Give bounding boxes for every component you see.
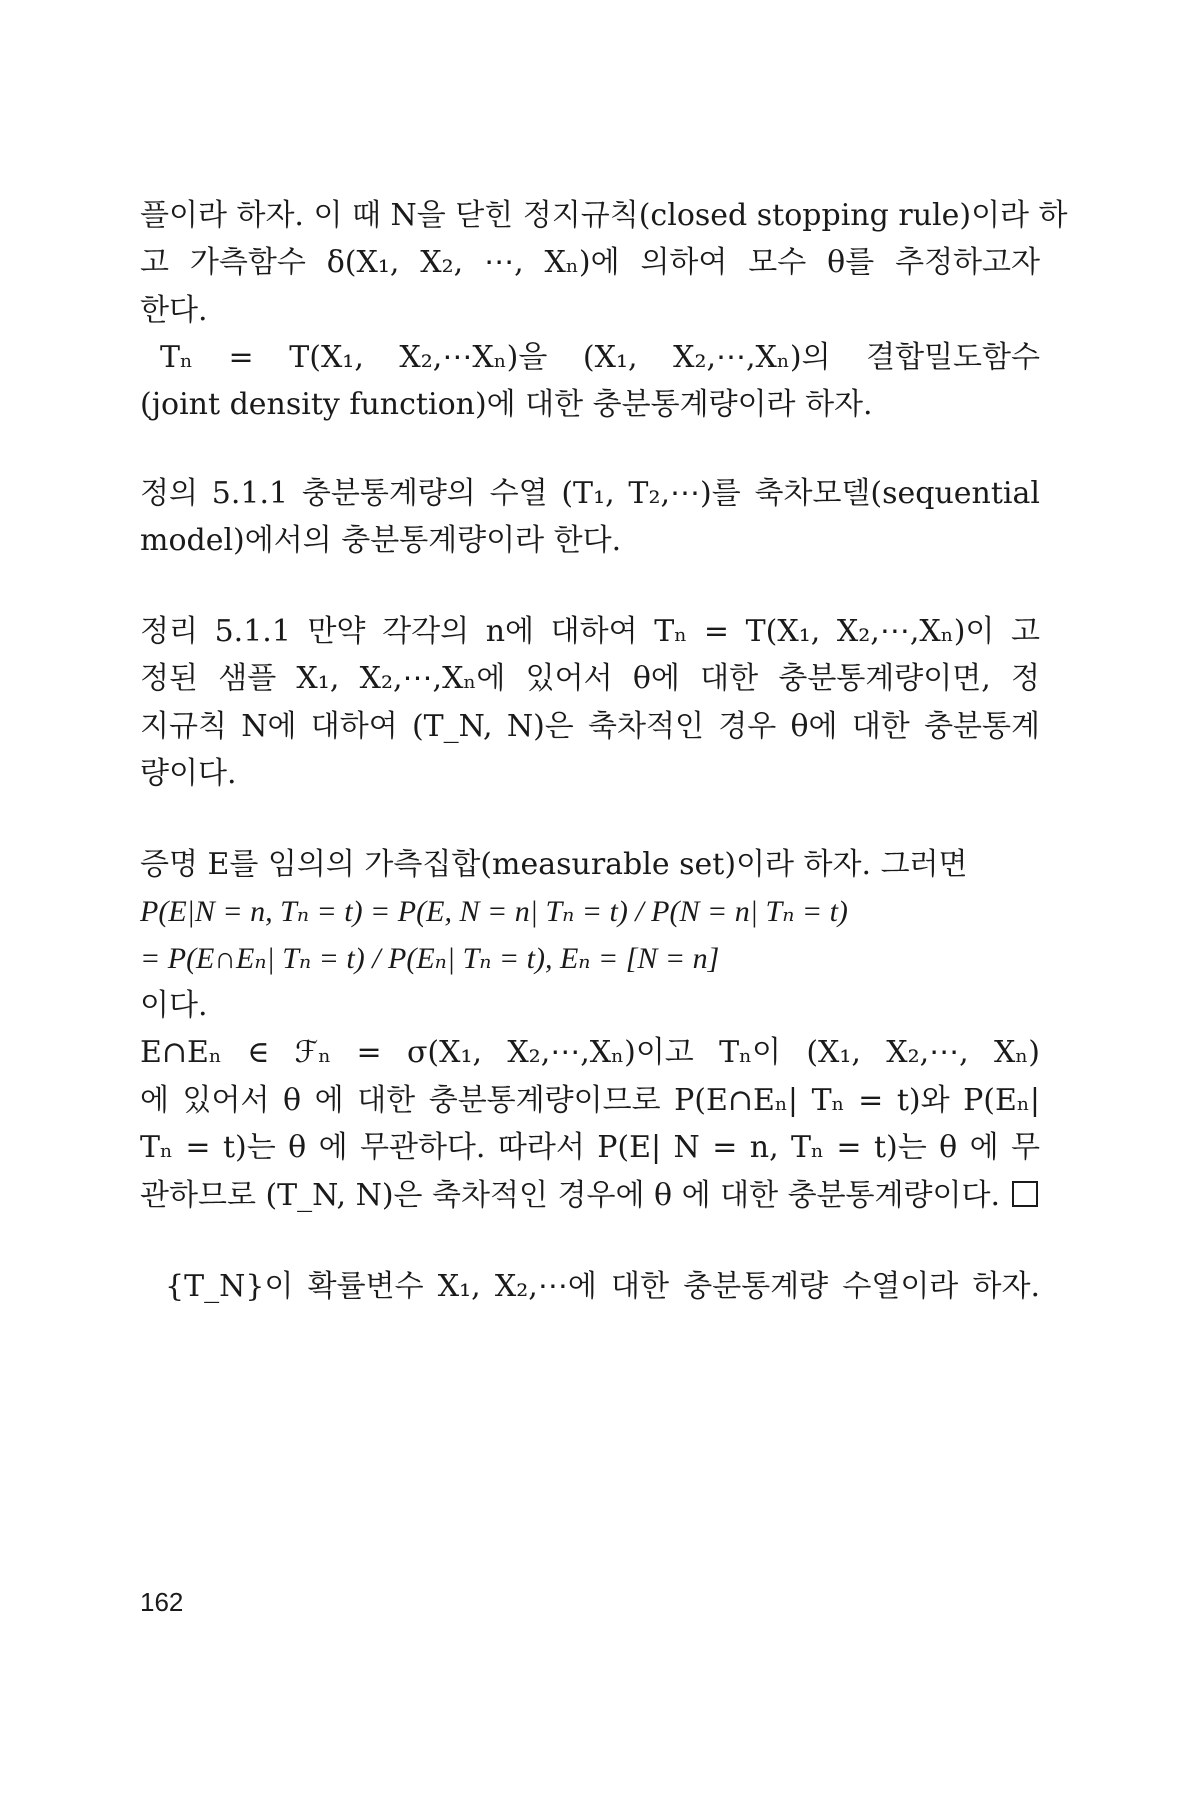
intro-line-4: Tₙ = T(X₁, X₂,⋯Xₙ)을 (X₁, X₂,⋯,Xₙ)의 결합밀도함수	[160, 340, 1040, 375]
theorem-line-1: 정리 5.1.1 만약 각각의 n에 대하여 Tₙ = T(X₁, X₂,⋯,Xₙ)이 고	[140, 614, 1040, 649]
proof-line-6: 관하므로 (T_N, N)은 축차적인 경우에 θ 에 대한 충분통계량이다.	[140, 1178, 1000, 1213]
proof-line-2: 이다.	[140, 988, 208, 1023]
proof-equation-1: P(E|N = n, Tₙ = t) = P(E, N = n| Tₙ = t) / P(N = n| Tₙ = t)	[140, 895, 848, 928]
proof-line-1: 증명 E를 임의의 가측집합(measurable set)이라 하자. 그러면	[140, 847, 968, 882]
intro-line-2: 고 가측함수 δ(X₁, X₂, ⋯, Xₙ)에 의하여 모수 θ를 추정하고자	[140, 245, 1040, 280]
intro-line-5: (joint density function)에 대한 충분통계량이라 하자.	[140, 387, 873, 422]
proof-line-4: 에 있어서 θ 에 대한 충분통계량이므로 P(E∩Eₙ| Tₙ = t)와 P(Eₙ|	[140, 1083, 1040, 1118]
proof-line-5: Tₙ = t)는 θ 에 무관하다. 따라서 P(E| N = n, Tₙ = t)는 θ 에 무	[140, 1130, 1040, 1165]
theorem-line-2: 정된 샘플 X₁, X₂,⋯,Xₙ에 있어서 θ에 대한 충분통계량이면, 정	[140, 661, 1040, 696]
theorem-line-4: 량이다.	[140, 756, 237, 791]
intro-line-3: 한다.	[140, 293, 208, 328]
proof-line-3: E∩Eₙ ∈ ℱₙ = σ(X₁, X₂,⋯,Xₙ)이고 Tₙ이 (X₁, X₂,⋯, Xₙ)	[140, 1035, 1040, 1070]
closing-line-1: {T_N}이 확률변수 X₁, X₂,⋯에 대한 충분통계량 수열이라 하자.	[165, 1269, 1040, 1304]
qed-box-icon	[1012, 1181, 1038, 1207]
proof-equation-2: = P(E∩Eₙ| Tₙ = t) / P(Eₙ| Tₙ = t), Eₙ = [N = n]	[140, 942, 720, 975]
definition-line-1: 정의 5.1.1 충분통계량의 수열 (T₁, T₂,⋯)를 축차모델(sequential	[140, 476, 1040, 511]
theorem-line-3: 지규칙 N에 대하여 (T_N, N)은 축차적인 경우 θ에 대한 충분통계	[140, 709, 1040, 744]
definition-line-2: model)에서의 충분통계량이라 한다.	[140, 523, 622, 558]
intro-line-1: 플이라 하자. 이 때 N을 닫힌 정지규칙(closed stopping rule)이라 하	[140, 198, 1068, 233]
proof-line-6-wrapper	[140, 1176, 1040, 1216]
page-number: 162	[140, 1587, 184, 1617]
